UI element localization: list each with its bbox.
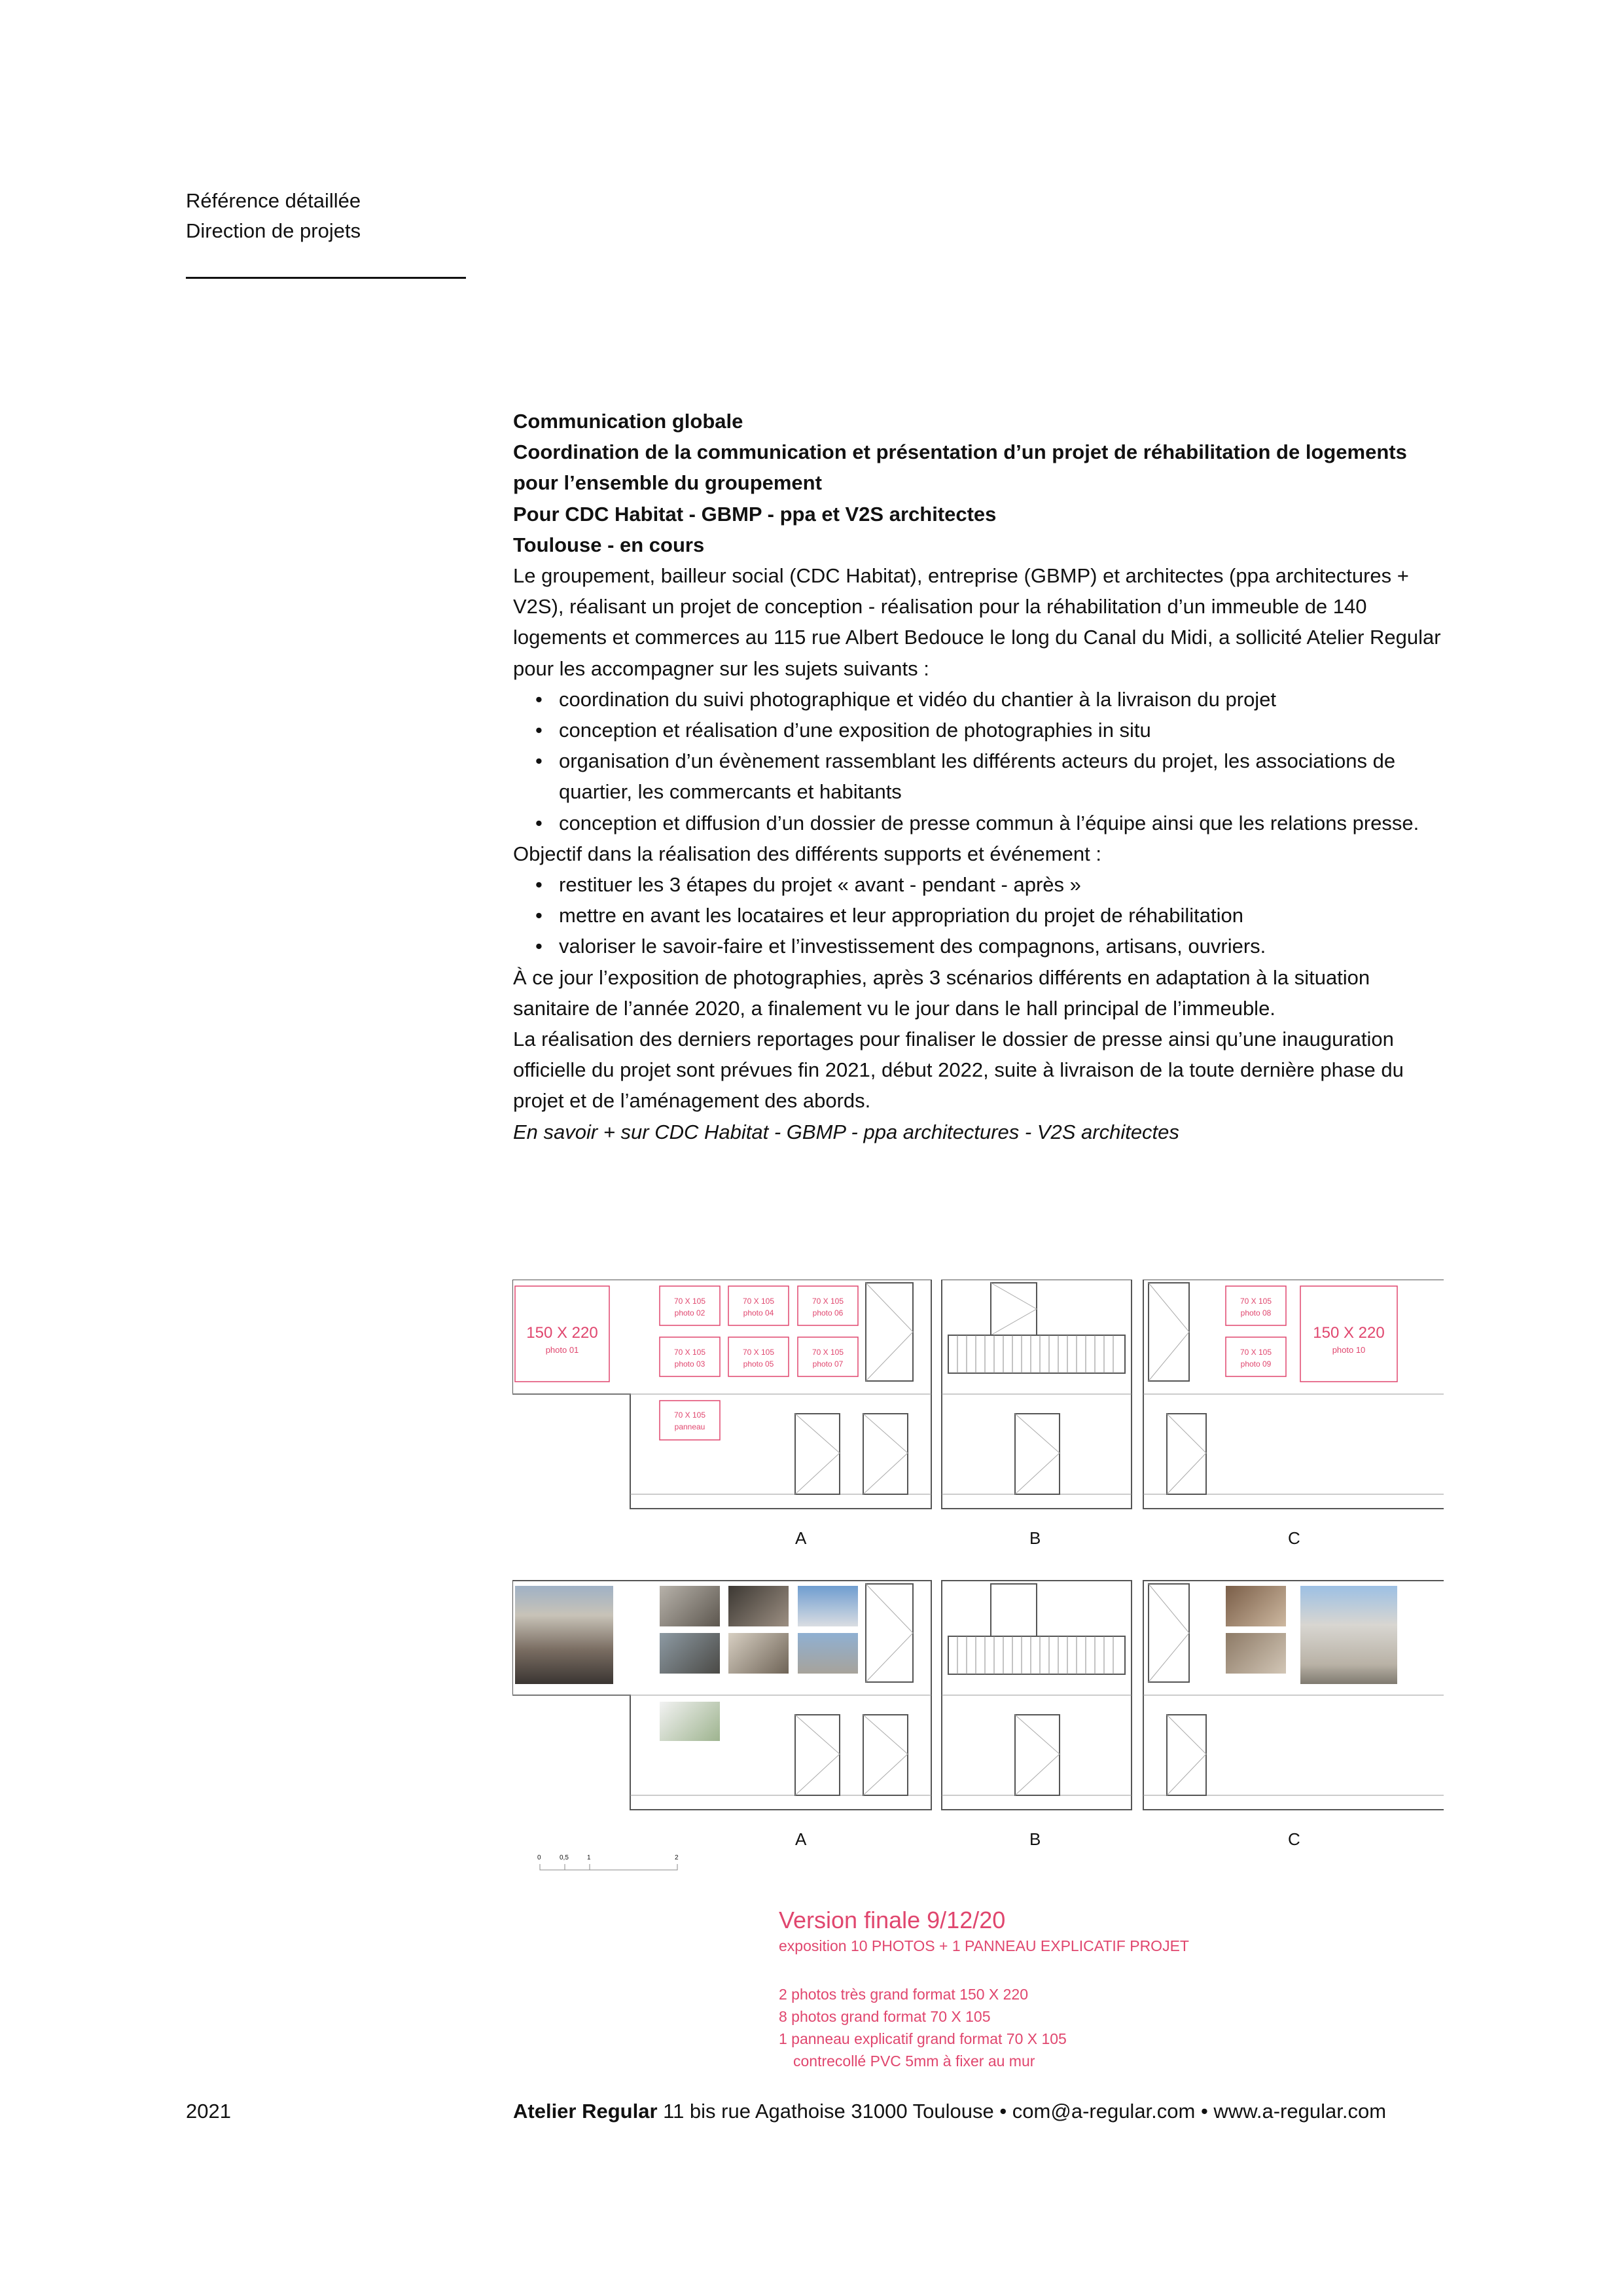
photo07-name-label: photo 07 [812, 1359, 844, 1369]
photo04-size-label: 70 X 105 [742, 1297, 775, 1306]
bullet-icon: • [535, 811, 543, 834]
panel-label-b-top: B [1029, 1528, 1041, 1548]
elevation-linework [512, 1280, 1444, 1872]
photo-04-interior [728, 1586, 789, 1626]
list-item [513, 931, 1442, 961]
list-item [513, 808, 1442, 838]
photo-01-facade-scaffold [515, 1586, 613, 1684]
photo08-size-label: 70 X 105 [1240, 1297, 1272, 1306]
photo-09-kitchen [1226, 1633, 1286, 1674]
header-line-2: Direction de projets [186, 219, 361, 242]
more-info-links[interactable]: En savoir + sur CDC Habitat - GBMP - ppa architectures - V2S architectes [513, 1120, 1179, 1143]
bullet-icon: • [535, 904, 543, 927]
footer-year: 2021 [186, 2100, 231, 2123]
panel-label-b-bottom: B [1029, 1829, 1041, 1849]
photo01-name-label: photo 01 [545, 1345, 579, 1355]
photo-03-workers [660, 1633, 720, 1674]
list-item-text: restituer les 3 étapes du projet « avant - pendant - après » [559, 873, 1081, 897]
photo08-name-label: photo 08 [1240, 1308, 1272, 1318]
panel-label-c-top: C [1288, 1528, 1300, 1548]
scale-label: 2 [675, 1854, 679, 1861]
list-item [513, 745, 1442, 807]
exhibition-paragraph: À ce jour l’exposition de photographies, après 3 scénarios différents en adaptation à la situation sanitaire de l’année 2020, a finalement vu le jour dans le hall principal de l’immeuble. [513, 965, 1370, 1020]
scale-label: 1 [587, 1854, 591, 1861]
legend-subtitle: exposition 10 PHOTOS + 1 PANNEAU EXPLICATIF PROJET [779, 1937, 1189, 1954]
legend-line: 1 panneau explicatif grand format 70 X 105 [779, 2030, 1067, 2047]
photo10-name-label: photo 10 [1332, 1345, 1366, 1355]
exhibition-elevation-drawings [512, 1280, 1444, 1872]
heading-client: Pour CDC Habitat - GBMP - ppa et V2S architectes [513, 502, 997, 526]
list-item-text: coordination du suivi photographique et vidéo du chantier à la livraison du projet [559, 687, 1277, 711]
press-paragraph: La réalisation des derniers reportages pour finaliser le dossier de presse ainsi qu’une inauguration officielle du projet sont prévues fin 2021, début 2022, suite à livraison de la toute dernière phase du projet et de l’aménagement des abords. [513, 1028, 1404, 1113]
list-item-text: conception et réalisation d’une exposition de photographies in situ [559, 719, 1151, 742]
footer-address[interactable]: 11 bis rue Agathoise 31000 Toulouse • com@a-regular.com • www.a-regular.com [657, 2100, 1387, 2123]
heading-location: Toulouse - en cours [513, 533, 705, 556]
objectives-list [513, 869, 1442, 962]
intro-paragraph: Le groupement, bailleur social (CDC Habitat), entreprise (GBMP) et architectes (ppa architectures + V2S), réalisant un projet de conception - réalisation pour la réhabilitation d’un immeuble de 140 logements et commerces au 115 rue Albert Bedouce le long du Canal du Midi, a sollicité Atelier Regular pour les accompagner sur les sujets suivants : [513, 564, 1441, 680]
photo-05-tenant [728, 1633, 789, 1674]
photo06-name-label: photo 06 [812, 1308, 844, 1318]
photo10-size-label: 150 X 220 [1313, 1324, 1385, 1342]
header-rule [186, 277, 466, 279]
list-item [513, 869, 1442, 900]
photo05-name-label: photo 05 [743, 1359, 774, 1369]
photo02-size-label: 70 X 105 [673, 1297, 706, 1306]
objective-line: Objectif dans la réalisation des différents supports et événement : [513, 842, 1101, 865]
list-item [513, 715, 1442, 745]
legend-line: contrecollé PVC 5mm à fixer au mur [793, 2053, 1035, 2070]
footer-contact [513, 2098, 1386, 2125]
photo03-name-label: photo 03 [674, 1359, 705, 1369]
heading-communication: Communication globale [513, 410, 743, 433]
bullet-icon: • [535, 873, 543, 897]
legend-line: 2 photos très grand format 150 X 220 [779, 1986, 1029, 2003]
legend-title: Version finale 9/12/20 [779, 1907, 1006, 1933]
photo-10-building [1300, 1586, 1397, 1684]
list-item [513, 900, 1442, 931]
bullet-icon: • [535, 687, 543, 711]
bullet-icon: • [535, 749, 543, 773]
photo04-name-label: photo 04 [743, 1308, 774, 1318]
footer-company: Atelier Regular [513, 2100, 658, 2123]
legend-line: 8 photos grand format 70 X 105 [779, 2008, 991, 2025]
photo-08-interior [1226, 1586, 1286, 1626]
photo03-size-label: 70 X 105 [673, 1348, 706, 1357]
list-item-text: organisation d’un évènement rassemblant les différents acteurs du projet, les associations de quartier, les commercants et habitants [559, 749, 1396, 804]
photo-07-balcony [798, 1633, 858, 1674]
project-description [513, 406, 1442, 1147]
subjects-list [513, 684, 1442, 838]
photo01-size-label: 150 X 220 [526, 1324, 598, 1342]
heading-coordination: Coordination de la communication et présentation d’un projet de réhabilitation de logements pour l’ensemble du groupement [513, 440, 1407, 495]
list-item-text: valoriser le savoir-faire et l’investissement des compagnons, artisans, ouvriers. [559, 935, 1266, 958]
photo02-name-label: photo 02 [674, 1308, 705, 1318]
header-line-1: Référence détaillée [186, 189, 361, 212]
photo09-name-label: photo 09 [1240, 1359, 1272, 1369]
list-item [513, 684, 1442, 715]
photo-02-window-frame [660, 1586, 720, 1626]
scale-label: 0,5 [560, 1854, 569, 1861]
panel-label-a-bottom: A [795, 1829, 807, 1849]
bullet-icon: • [535, 719, 543, 742]
photo06-size-label: 70 X 105 [812, 1297, 844, 1306]
bullet-icon: • [535, 935, 543, 958]
panneau-size-label: 70 X 105 [673, 1410, 706, 1420]
photo-panneau [660, 1702, 720, 1741]
panel-label-a-top: A [795, 1528, 807, 1548]
photo07-size-label: 70 X 105 [812, 1348, 844, 1357]
exhibition-legend [779, 1906, 1189, 2072]
panneau-name-label: panneau [674, 1422, 705, 1431]
panel-label-c-bottom: C [1288, 1829, 1300, 1849]
photo09-size-label: 70 X 105 [1240, 1348, 1272, 1357]
photo-06-building-sky [798, 1586, 858, 1626]
list-item-text: mettre en avant les locataires et leur appropriation du projet de réhabilitation [559, 904, 1244, 927]
list-item-text: conception et diffusion d’un dossier de presse commun à l’équipe ainsi que les relations presse. [559, 811, 1419, 834]
photo05-size-label: 70 X 105 [742, 1348, 775, 1357]
scale-label: 0 [537, 1854, 541, 1861]
